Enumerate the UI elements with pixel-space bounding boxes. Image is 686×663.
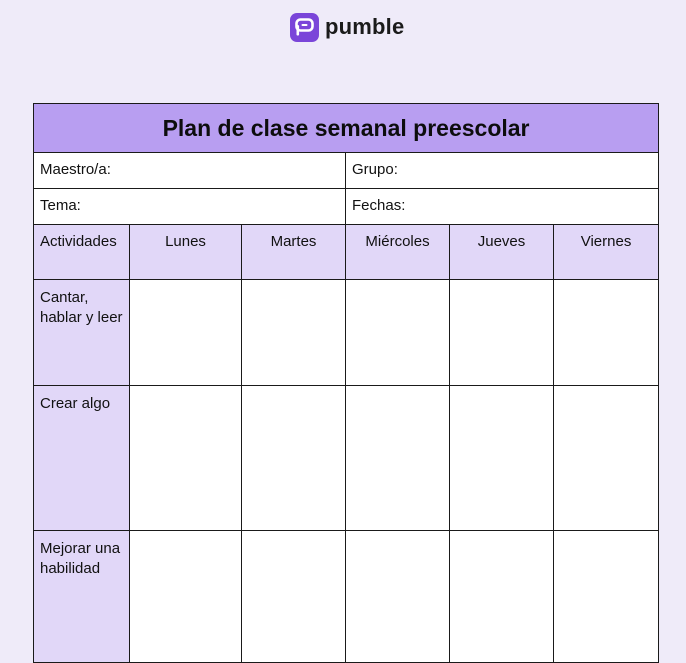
title-row	[34, 104, 659, 153]
plan-title: Plan de clase semanal preescolar	[34, 104, 659, 153]
plan-cell-wednesday[interactable]	[346, 386, 450, 530]
plan-cell-friday[interactable]	[554, 280, 659, 386]
plan-cell-thursday[interactable]	[450, 386, 554, 530]
plan-cell-thursday[interactable]	[450, 280, 554, 386]
day-header-friday: Viernes	[554, 225, 659, 280]
activity-row	[34, 530, 659, 662]
pumble-logo-icon	[290, 13, 319, 42]
activity-label: Cantar, hablar y leer	[34, 280, 130, 386]
header-row	[34, 225, 659, 280]
plan-cell-friday[interactable]	[554, 386, 659, 530]
plan-cell-tuesday[interactable]	[242, 530, 346, 662]
dates-field[interactable]: Fechas:	[346, 189, 659, 225]
activity-label: Mejorar una habilidad	[34, 530, 130, 662]
brand-name: pumble	[325, 14, 405, 39]
plan-cell-friday[interactable]	[554, 530, 659, 662]
activity-row	[34, 280, 659, 386]
plan-cell-monday[interactable]	[130, 386, 242, 530]
theme-dates-row	[34, 189, 659, 225]
day-header-thursday: Jueves	[450, 225, 554, 280]
teacher-field[interactable]: Maestro/a:	[34, 153, 346, 189]
plan-cell-tuesday[interactable]	[242, 386, 346, 530]
day-header-wednesday: Miércoles	[346, 225, 450, 280]
plan-cell-thursday[interactable]	[450, 530, 554, 662]
theme-field[interactable]: Tema:	[34, 189, 346, 225]
plan-cell-monday[interactable]	[130, 530, 242, 662]
plan-cell-monday[interactable]	[130, 280, 242, 386]
day-header-tuesday: Martes	[242, 225, 346, 280]
activity-row	[34, 386, 659, 530]
teacher-group-row	[34, 153, 659, 189]
day-header-monday: Lunes	[130, 225, 242, 280]
plan-cell-wednesday[interactable]	[346, 280, 450, 386]
lesson-plan-table	[33, 103, 659, 663]
activity-label: Crear algo	[34, 386, 130, 530]
activities-header: Actividades	[34, 225, 130, 280]
brand-header	[290, 12, 404, 42]
plan-cell-wednesday[interactable]	[346, 530, 450, 662]
plan-cell-tuesday[interactable]	[242, 280, 346, 386]
group-field[interactable]: Grupo:	[346, 153, 659, 189]
